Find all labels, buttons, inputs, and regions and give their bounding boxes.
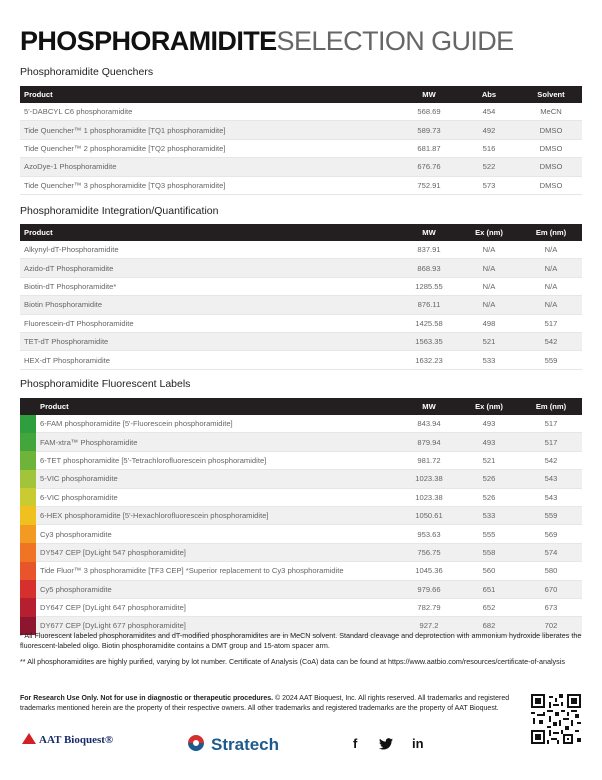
column-header-em-nm: Em (nm) xyxy=(520,398,582,415)
table-row xyxy=(20,241,582,259)
color-swatch xyxy=(20,543,36,561)
value-cell: 543 xyxy=(520,488,582,506)
twitter-icon[interactable] xyxy=(379,738,393,753)
product-cell: 6-FAM phosphoramidite [5'-Fluorescein phosphoramidite] xyxy=(36,415,400,433)
mw-cell: 1050.61 xyxy=(400,506,458,524)
value-cell: 526 xyxy=(458,488,520,506)
value-cell: 580 xyxy=(520,562,582,580)
table-row xyxy=(20,176,582,194)
product-cell: TET-dT Phosphoramidite xyxy=(20,332,400,350)
value-cell: 558 xyxy=(458,543,520,561)
table-row xyxy=(20,525,582,543)
column-header-mw: MW xyxy=(400,224,458,241)
stratech-logo[interactable] xyxy=(186,734,279,755)
column-header-product: Product xyxy=(36,398,400,415)
header-row xyxy=(20,86,582,103)
quenchers-heading: Phosphoramidite Quenchers xyxy=(20,66,154,78)
mw-cell: 927.2 xyxy=(400,617,458,635)
mw-cell: 1023.38 xyxy=(400,488,458,506)
product-cell: Tide Quencher™ 3 phosphoramidite [TQ3 phosphoramidite] xyxy=(20,176,400,194)
value-cell: 555 xyxy=(458,525,520,543)
value-cell: 542 xyxy=(520,332,582,350)
value-cell: DMSO xyxy=(520,121,582,139)
value-cell: 517 xyxy=(520,314,582,332)
value-cell: 560 xyxy=(458,562,520,580)
labels-table xyxy=(20,398,582,636)
facebook-icon[interactable]: f xyxy=(353,736,358,751)
value-cell: 574 xyxy=(520,543,582,561)
table-row xyxy=(20,433,582,451)
product-cell: FAM-xtra™ Phosphoramidite xyxy=(36,433,400,451)
footnote-2: ** All phosphoramidites are highly purified, varying by lot number. Certificate of Analysis (CoA) data can be found at https://www.aatbio.com/resources/certificate-of-analysis xyxy=(20,657,565,666)
value-cell: N/A xyxy=(458,259,520,277)
value-cell: 492 xyxy=(458,121,520,139)
mw-cell: 1563.35 xyxy=(400,332,458,350)
header-row xyxy=(20,224,582,241)
value-cell: N/A xyxy=(520,259,582,277)
table-row xyxy=(20,277,582,295)
value-cell: 493 xyxy=(458,415,520,433)
table-row xyxy=(20,139,582,157)
value-cell: 559 xyxy=(520,351,582,369)
column-header-product: Product xyxy=(20,224,400,241)
value-cell: N/A xyxy=(520,277,582,295)
aat-triangle-icon xyxy=(22,733,36,744)
color-swatch xyxy=(20,525,36,543)
value-cell: 498 xyxy=(458,314,520,332)
product-cell: Biotin Phosphoramidite xyxy=(20,296,400,314)
value-cell: 702 xyxy=(520,617,582,635)
value-cell: 521 xyxy=(458,332,520,350)
mw-cell: 782.79 xyxy=(400,598,458,616)
linkedin-icon[interactable]: in xyxy=(412,736,424,751)
quenchers-table xyxy=(20,86,582,195)
mw-cell: 681.87 xyxy=(400,139,458,157)
table-row xyxy=(20,296,582,314)
mw-cell: 1425.58 xyxy=(400,314,458,332)
product-cell: Biotin-dT Phosphoramidite* xyxy=(20,277,400,295)
product-cell: AzoDye-1 Phosphoramidite xyxy=(20,158,400,176)
product-cell: Fluorescein-dT Phosphoramidite xyxy=(20,314,400,332)
table-row xyxy=(20,259,582,277)
mw-cell: 879.94 xyxy=(400,433,458,451)
table-row xyxy=(20,598,582,616)
product-cell: Azido-dT Phosphoramidite xyxy=(20,259,400,277)
value-cell: DMSO xyxy=(520,158,582,176)
mw-cell: 1045.36 xyxy=(400,562,458,580)
stratech-mark-icon xyxy=(186,734,206,752)
table-row xyxy=(20,470,582,488)
product-cell: DY647 CEP [DyLight 647 phosphoramidite] xyxy=(36,598,400,616)
aat-bioquest-logo[interactable] xyxy=(22,733,113,746)
value-cell: 522 xyxy=(458,158,520,176)
title-bold: PHOSPHORAMIDITE xyxy=(20,26,277,56)
column-header-mw: MW xyxy=(400,398,458,415)
mw-cell: 843.94 xyxy=(400,415,458,433)
color-swatch xyxy=(20,451,36,469)
labels-heading: Phosphoramidite Fluorescent Labels xyxy=(20,378,191,390)
column-header-solvent: Solvent xyxy=(520,86,582,103)
mw-cell: 568.69 xyxy=(400,103,458,121)
qr-code[interactable] xyxy=(531,694,581,744)
mw-cell: 837.91 xyxy=(400,241,458,259)
table-row xyxy=(20,488,582,506)
aat-logo-text: AAT Bioquest® xyxy=(39,734,114,746)
product-cell: 6-VIC phosphoramidite xyxy=(36,488,400,506)
column-header-mw: MW xyxy=(400,86,458,103)
table-row xyxy=(20,580,582,598)
column-header-em-nm: Em (nm) xyxy=(520,224,582,241)
mw-cell: 953.63 xyxy=(400,525,458,543)
value-cell: 454 xyxy=(458,103,520,121)
table-row xyxy=(20,332,582,350)
value-cell: N/A xyxy=(520,241,582,259)
legal-bold: For Research Use Only. Not for use in diagnostic or therapeutic procedures. xyxy=(20,695,274,702)
value-cell: 517 xyxy=(520,415,582,433)
value-cell: 673 xyxy=(520,598,582,616)
mw-cell: 752.91 xyxy=(400,176,458,194)
table-row xyxy=(20,351,582,369)
value-cell: 533 xyxy=(458,351,520,369)
swatch-header xyxy=(20,398,36,415)
product-cell: DY677 CEP [DyLight 677 phosphoramidite] xyxy=(36,617,400,635)
value-cell: 526 xyxy=(458,470,520,488)
value-cell: N/A xyxy=(458,277,520,295)
value-cell: 542 xyxy=(520,451,582,469)
value-cell: N/A xyxy=(458,241,520,259)
value-cell: 533 xyxy=(458,506,520,524)
value-cell: 651 xyxy=(458,580,520,598)
product-cell: Alkynyl-dT-Phosphoramidite xyxy=(20,241,400,259)
mw-cell: 868.93 xyxy=(400,259,458,277)
mw-cell: 1285.55 xyxy=(400,277,458,295)
product-cell: Tide Quencher™ 2 phosphoramidite [TQ2 phosphoramidite] xyxy=(20,139,400,157)
color-swatch xyxy=(20,470,36,488)
value-cell: N/A xyxy=(520,296,582,314)
product-cell: 6-TET phosphoramidite [5'-Tetrachlorofluorescein phosphoramidite] xyxy=(36,451,400,469)
product-cell: Tide Fluor™ 3 phosphoramidite [TF3 CEP] *Superior replacement to Cy3 phosphoramidite xyxy=(36,562,400,580)
value-cell: 543 xyxy=(520,470,582,488)
table-row xyxy=(20,415,582,433)
table-row xyxy=(20,506,582,524)
product-cell: 5-VIC phosphoramidite xyxy=(36,470,400,488)
value-cell: 493 xyxy=(458,433,520,451)
legal-text xyxy=(20,694,520,713)
page-title xyxy=(20,25,514,57)
value-cell: 517 xyxy=(520,433,582,451)
legal-rest: © 2024 AAT Bioquest, Inc. All rights reserved. All trademarks and registered trademarks mentioned herein are the property of their respective owners. All other trademarks and registered trademarks are the property of AAT Bioquest. xyxy=(20,695,510,712)
value-cell: 682 xyxy=(458,617,520,635)
mw-cell: 1632.23 xyxy=(400,351,458,369)
integration-table xyxy=(20,224,582,370)
color-swatch xyxy=(20,562,36,580)
product-cell: 5'-DABCYL C6 phosphoramidite xyxy=(20,103,400,121)
mw-cell: 876.11 xyxy=(400,296,458,314)
value-cell: 573 xyxy=(458,176,520,194)
table-row xyxy=(20,158,582,176)
color-swatch xyxy=(20,580,36,598)
table-row xyxy=(20,451,582,469)
value-cell: 559 xyxy=(520,506,582,524)
mw-cell: 981.72 xyxy=(400,451,458,469)
mw-cell: 1023.38 xyxy=(400,470,458,488)
product-cell: Cy5 phosphoramidite xyxy=(36,580,400,598)
stratech-logo-text: Stratech xyxy=(211,735,280,754)
value-cell: MeCN xyxy=(520,103,582,121)
mw-cell: 589.73 xyxy=(400,121,458,139)
color-swatch xyxy=(20,598,36,616)
table-row xyxy=(20,562,582,580)
value-cell: 521 xyxy=(458,451,520,469)
color-swatch xyxy=(20,415,36,433)
value-cell: 670 xyxy=(520,580,582,598)
column-header-product: Product xyxy=(20,86,400,103)
color-swatch xyxy=(20,488,36,506)
table-row xyxy=(20,103,582,121)
product-cell: Tide Quencher™ 1 phosphoramidite [TQ1 phosphoramidite] xyxy=(20,121,400,139)
value-cell: 652 xyxy=(458,598,520,616)
title-light: SELECTION GUIDE xyxy=(276,26,514,56)
product-cell: 6-HEX phosphoramidite [5'-Hexachlorofluorescein phosphoramidite] xyxy=(36,506,400,524)
value-cell: 516 xyxy=(458,139,520,157)
color-swatch xyxy=(20,506,36,524)
table-row xyxy=(20,121,582,139)
mw-cell: 676.76 xyxy=(400,158,458,176)
column-header-ex-nm: Ex (nm) xyxy=(458,224,520,241)
value-cell: N/A xyxy=(458,296,520,314)
mw-cell: 756.75 xyxy=(400,543,458,561)
footnote-1: * All Fluorescent labeled phosphoramidites and dT-modified phosphoramidites are in MeCN solvent. Standard cleavage and deprotection with ammonium hydroxide liberates the fluorescent-labeled oligo. Biotin phosphoramidite contains a DMT group and 15-atom spacer arm. xyxy=(20,631,582,650)
integration-heading: Phosphoramidite Integration/Quantification xyxy=(20,205,219,217)
product-cell: HEX-dT Phosphoramidite xyxy=(20,351,400,369)
value-cell: 569 xyxy=(520,525,582,543)
header-row xyxy=(20,398,582,415)
column-header-ex-nm: Ex (nm) xyxy=(458,398,520,415)
value-cell: DMSO xyxy=(520,139,582,157)
product-cell: DY547 CEP [DyLight 547 phosphoramidite] xyxy=(36,543,400,561)
table-row xyxy=(20,543,582,561)
mw-cell: 979.66 xyxy=(400,580,458,598)
column-header-abs: Abs xyxy=(458,86,520,103)
table-row xyxy=(20,314,582,332)
color-swatch xyxy=(20,433,36,451)
product-cell: Cy3 phosphoramidite xyxy=(36,525,400,543)
value-cell: DMSO xyxy=(520,176,582,194)
